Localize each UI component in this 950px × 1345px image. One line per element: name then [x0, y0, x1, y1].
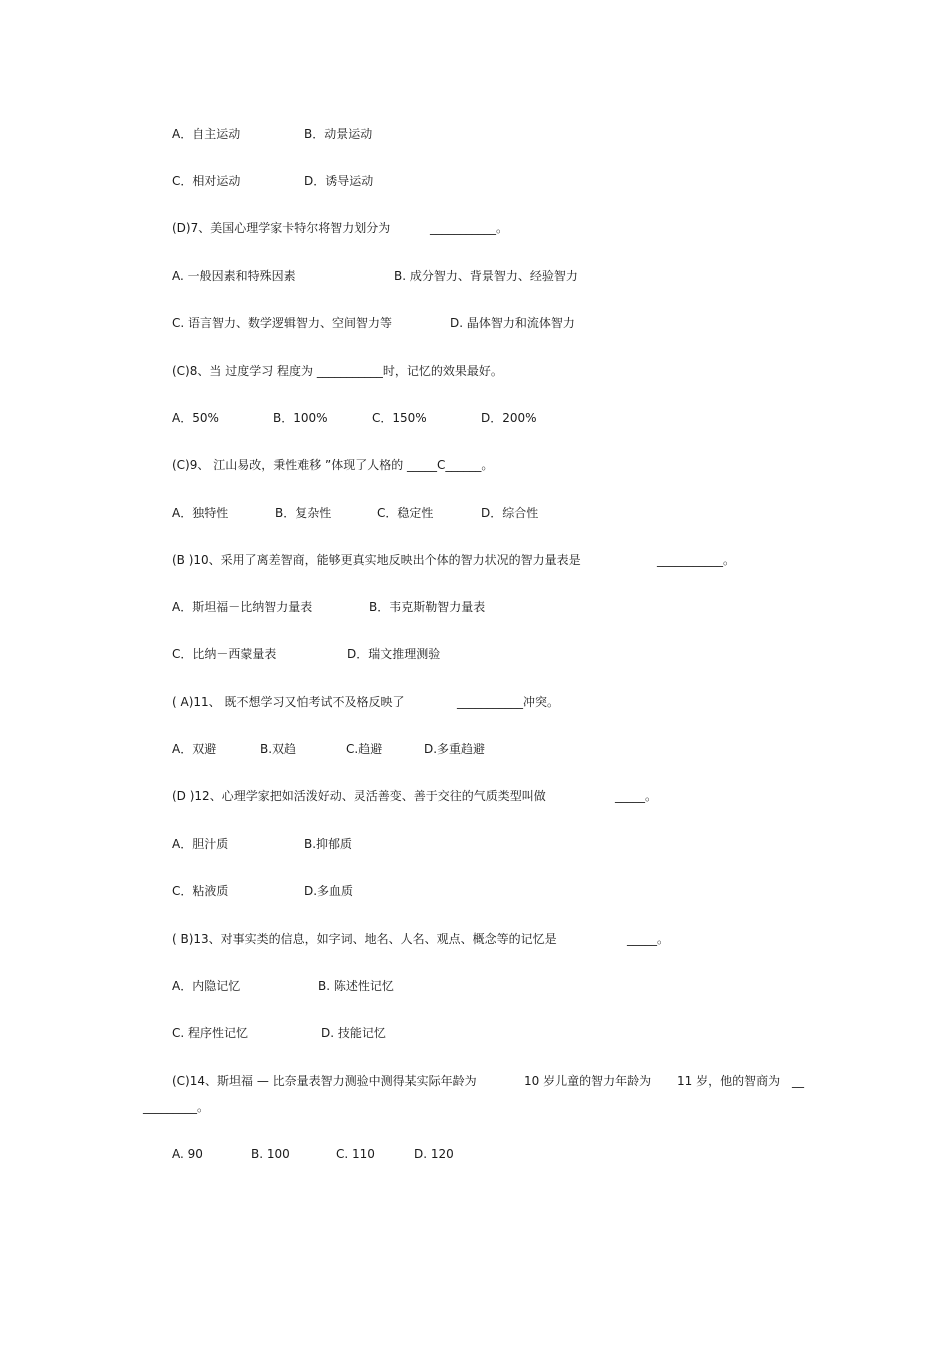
text-segment: C．相对运动	[172, 174, 241, 188]
text-segment: D．诱导运动	[304, 174, 374, 188]
text-segment: A．自主运动	[172, 127, 241, 141]
text-segment: ___________。	[657, 553, 736, 567]
text-segment: _________。	[143, 1100, 210, 1114]
text-segment: D.多重趋避	[424, 742, 486, 756]
text-segment: (D )12、心理学家把如活泼好动、灵活善变、善于交往的气质类型叫做	[172, 789, 546, 803]
text-segment: C. 语言智力、数学逻辑智力、空间智力等	[172, 316, 393, 330]
text-segment: C．粘液质	[172, 884, 229, 898]
text-segment: A．独特性	[172, 506, 229, 520]
text-segment: __	[792, 1074, 804, 1088]
text-segment: B. 成分智力、背景智力、经验智力	[394, 269, 578, 283]
text-segment: B. 100	[251, 1147, 290, 1161]
text-segment: (B )10、采用了离差智商，能够更真实地反映出个体的智力状况的智力量表是	[172, 553, 581, 567]
text-segment: D．瑞文推理测验	[347, 647, 441, 661]
text-segment: C．稳定性	[377, 506, 434, 520]
text-segment: D. 晶体智力和流体智力	[450, 316, 575, 330]
text-segment: (D)7、美国心理学家卡特尔将智力划分为	[172, 221, 391, 235]
text-segment: B.双趋	[260, 742, 297, 756]
text-segment: B．复杂性	[275, 506, 332, 520]
text-segment: A．双避	[172, 742, 217, 756]
text-segment: D．200%	[481, 411, 537, 425]
text-segment: ( A)11、 既不想学习又怕考试不及格反映了	[172, 695, 405, 709]
text-segment: _____。	[627, 932, 670, 946]
text-segment: ___________冲突。	[457, 695, 560, 709]
text-segment: A. 90	[172, 1147, 203, 1161]
text-segment: C．比纳－西蒙量表	[172, 647, 277, 661]
text-segment: (C)14、斯坦福 — 比奈量表智力测验中测得某实际年龄为	[172, 1074, 477, 1088]
text-segment: D. 120	[414, 1147, 454, 1161]
text-segment: B．韦克斯勒智力量表	[369, 600, 486, 614]
text-segment: 10 岁儿童的智力年龄为	[524, 1074, 652, 1088]
text-segment: A．50%	[172, 411, 219, 425]
text-segment: A．内隐记忆	[172, 979, 241, 993]
text-segment: B．100%	[273, 411, 328, 425]
text-segment: B. 陈述性记忆	[318, 979, 394, 993]
text-segment: ( B)13、对事实类的信息，如字词、地名、人名、观点、概念等的记忆是	[172, 932, 557, 946]
text-segment: _____。	[615, 789, 658, 803]
text-segment: B．动景运动	[304, 127, 373, 141]
text-segment: D.多血质	[304, 884, 354, 898]
text-segment: (C)9、 江山易改，秉性难移 ”体现了人格的 _____C______。	[172, 458, 494, 472]
text-segment: D．综合性	[481, 506, 539, 520]
text-segment: D. 技能记忆	[321, 1026, 386, 1040]
text-segment: C．150%	[372, 411, 427, 425]
text-segment: A. 一般因素和特殊因素	[172, 269, 296, 283]
text-segment: (C)8、当 过度学习 程度为 ___________时，记忆的效果最好。	[172, 364, 503, 378]
text-segment: ___________。	[430, 221, 509, 235]
text-segment: 11 岁，他的智商为	[677, 1074, 781, 1088]
text-segment: C. 110	[336, 1147, 375, 1161]
text-segment: C.趋避	[346, 742, 383, 756]
text-segment: A．胆汁质	[172, 837, 229, 851]
text-segment: A．斯坦福－比纳智力量表	[172, 600, 313, 614]
text-segment: C. 程序性记忆	[172, 1026, 249, 1040]
text-segment: B.抑郁质	[304, 837, 353, 851]
